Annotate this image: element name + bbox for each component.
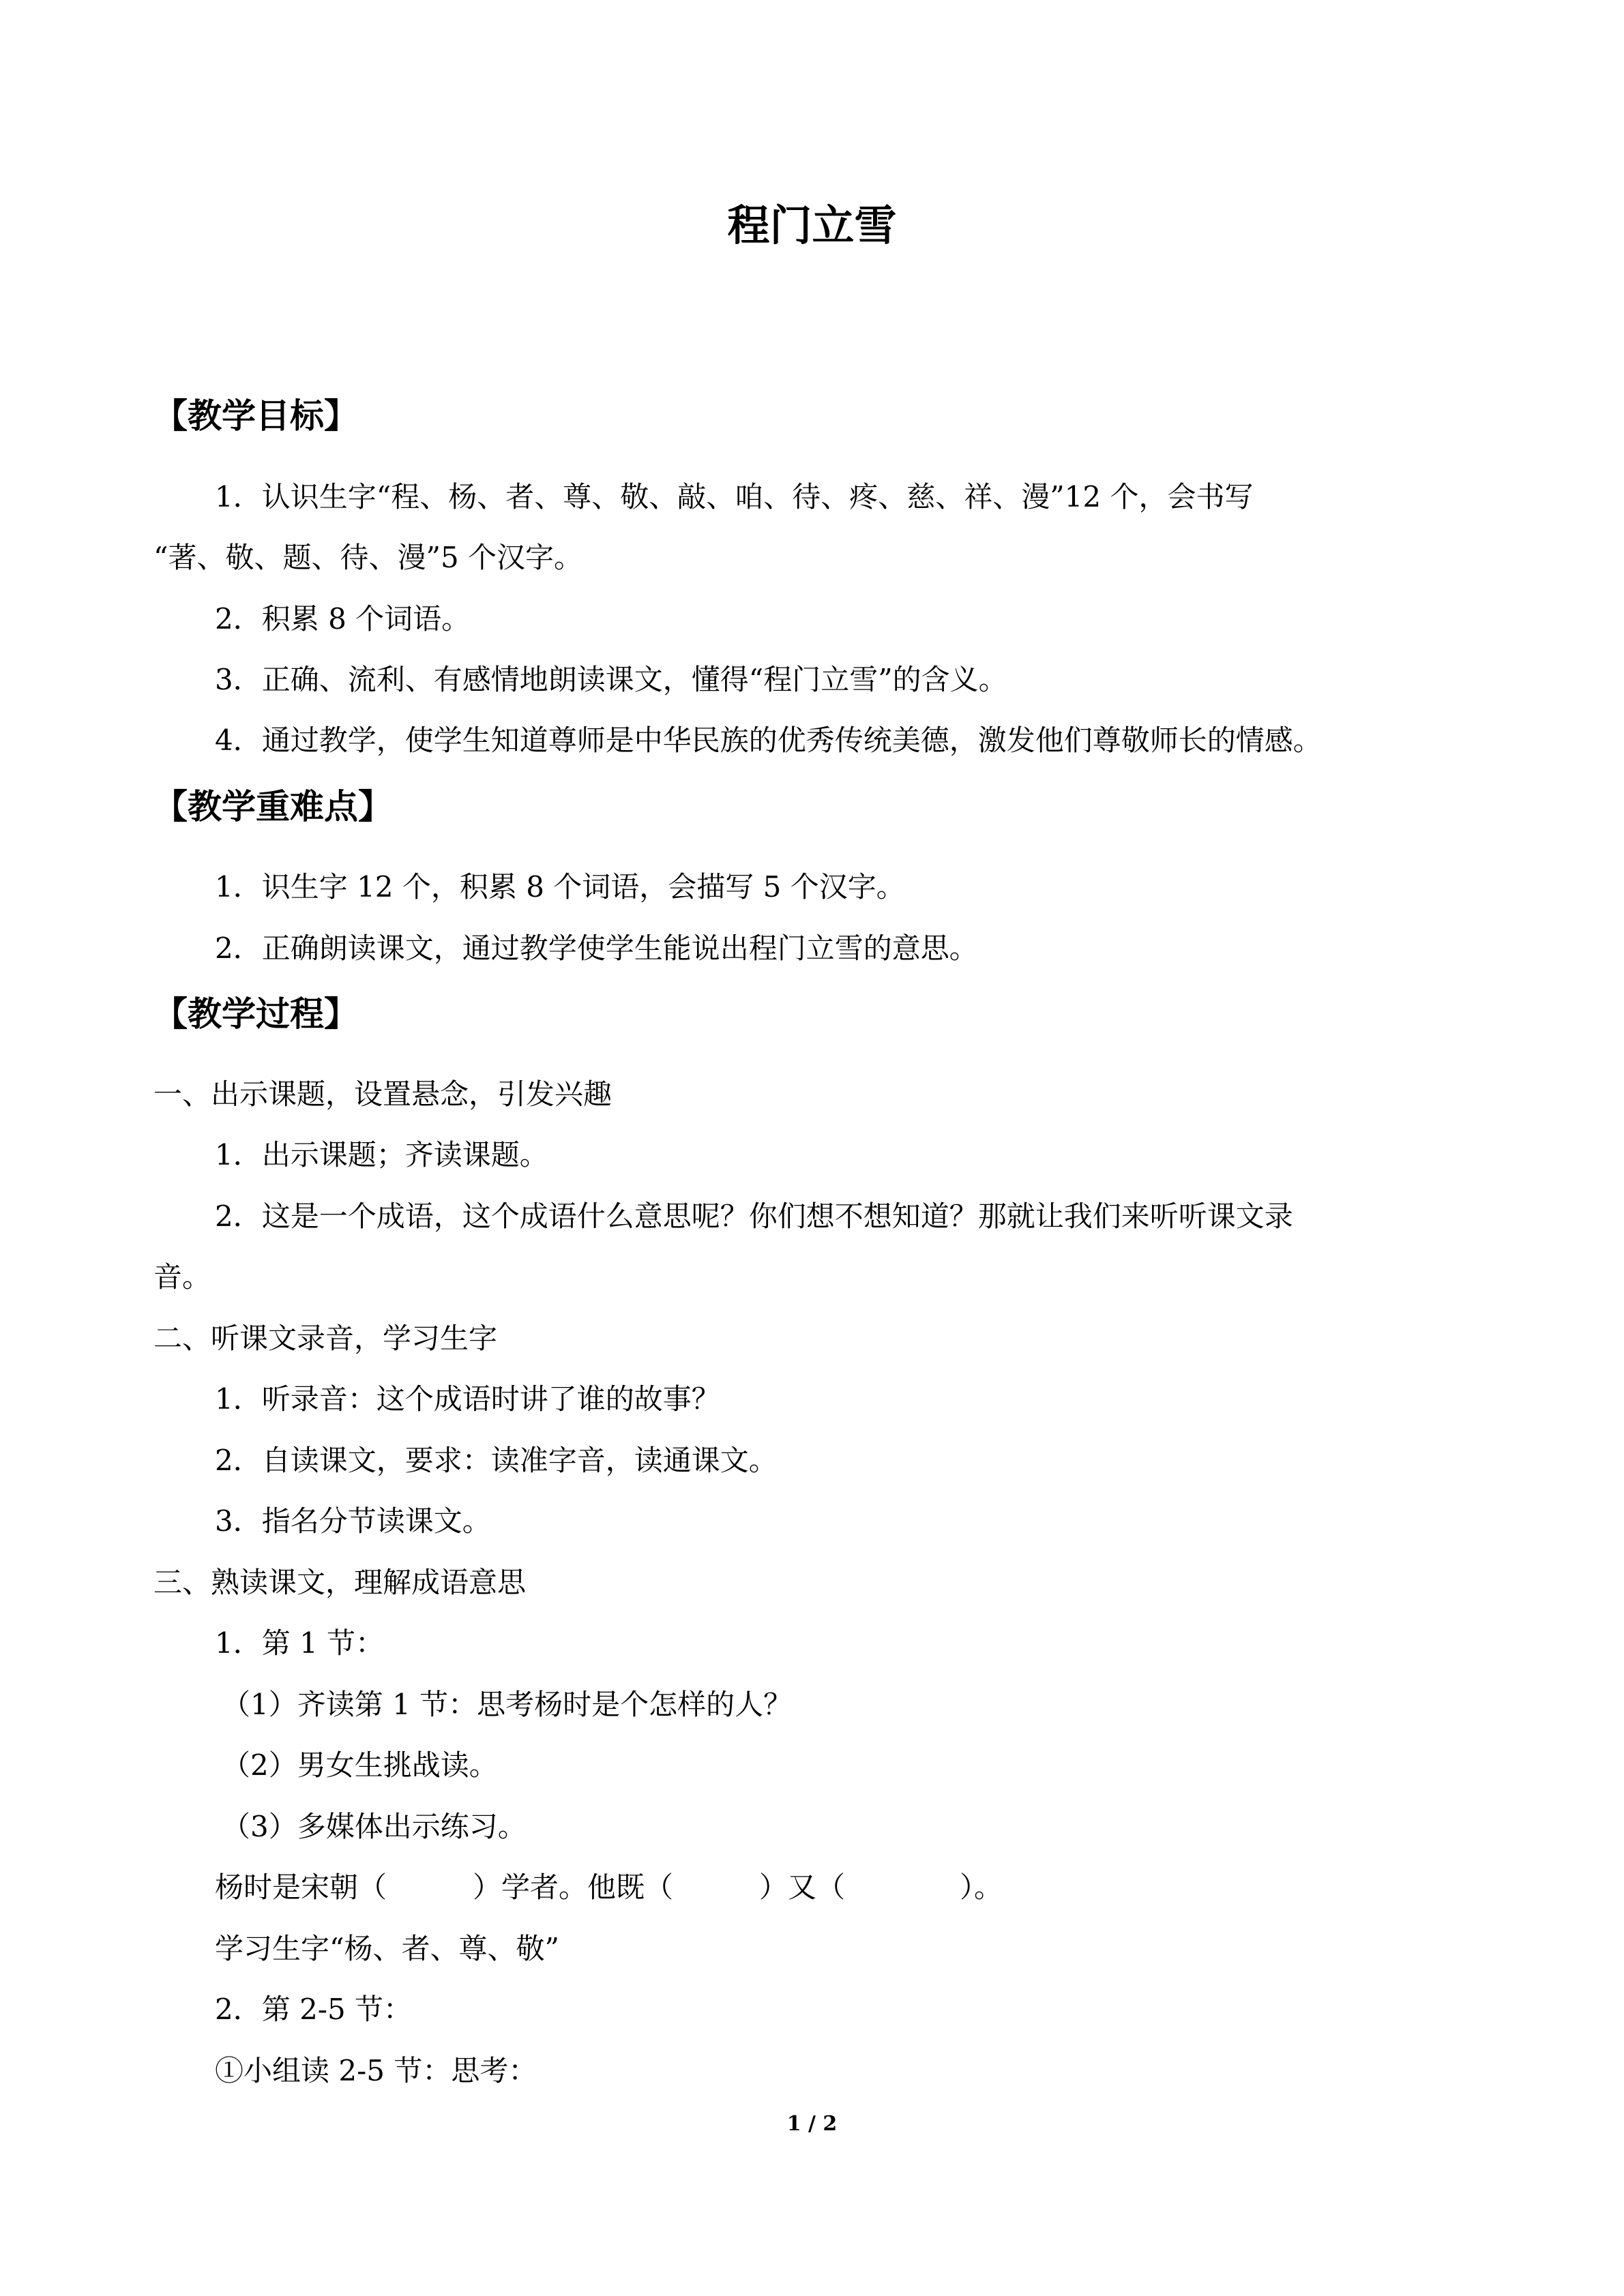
process-part-2-title: 二、听课文录音，学习生字 — [153, 1322, 498, 1355]
process-part-3-sub-2: （2）男女生挑战读。 — [222, 1748, 498, 1782]
goal-item-4: 4．通过教学，使学生知道尊师是中华民族的优秀传统美德，激发他们尊敬师长的情感。 — [215, 724, 1322, 757]
page-number: 1 / 2 — [786, 2112, 838, 2136]
process-part-1-item-2-line-2: 音。 — [153, 1260, 211, 1294]
section-heading-goals: 【教学目标】 — [153, 396, 358, 436]
goal-item-1-line-1: 1．认识生字“程、杨、者、尊、敬、敲、咱、待、疼、慈、祥、漫”12 个，会书写 — [215, 480, 1254, 513]
process-part-2-item-2: 2．自读课文，要求：读准字音，读通课文。 — [215, 1444, 778, 1477]
process-part-3-characters: 学习生字“杨、者、尊、敬” — [215, 1932, 559, 1965]
key-point-item-2: 2．正确朗读课文，通过教学使学生能说出程门立雪的意思。 — [215, 931, 978, 965]
process-part-1-item-1: 1．出示课题；齐读课题。 — [215, 1138, 548, 1172]
process-part-2-item-1: 1．听录音：这个成语时讲了谁的故事？ — [215, 1382, 720, 1416]
process-part-3-item-2-sub-1: ①小组读 2-5 节：思考： — [215, 2054, 537, 2087]
section-heading-key-points: 【教学重难点】 — [153, 787, 392, 826]
process-part-3-fill-blank: 杨时是宋朝（ ）学者。他既（ ）又（ ）。 — [215, 1870, 1003, 1904]
goal-item-3: 3．正确、流利、有感情地朗读课文，懂得“程门立雪”的含义。 — [215, 663, 1007, 696]
process-part-3-sub-3: （3）多媒体出示练习。 — [222, 1810, 527, 1843]
section-heading-process: 【教学过程】 — [153, 994, 358, 1034]
process-part-3-item-2: 2．第 2-5 节： — [215, 1993, 413, 2026]
goal-item-1-line-2: “著、敬、题、待、漫”5 个汉字。 — [153, 541, 583, 574]
process-part-3-sub-1: （1）齐读第 1 节：思考杨时是个怎样的人？ — [222, 1688, 793, 1721]
document-title: 程门立雪 — [727, 200, 897, 250]
process-part-3-title: 三、熟读课文，理解成语意思 — [153, 1566, 527, 1599]
process-part-2-item-3: 3．指名分节读课文。 — [215, 1504, 491, 1538]
process-part-3-item-1: 1．第 1 节： — [215, 1626, 385, 1660]
key-point-item-1: 1．识生字 12 个，积累 8 个词语，会描写 5 个汉字。 — [215, 870, 905, 904]
process-part-1-title: 一、出示课题，设置悬念，引发兴趣 — [153, 1077, 612, 1111]
goal-item-2: 2．积累 8 个词语。 — [215, 602, 471, 636]
process-part-1-item-2-line-1: 2．这是一个成语，这个成语什么意思呢？你们想不想知道？那就让我们来听听课文录 — [215, 1199, 1293, 1233]
